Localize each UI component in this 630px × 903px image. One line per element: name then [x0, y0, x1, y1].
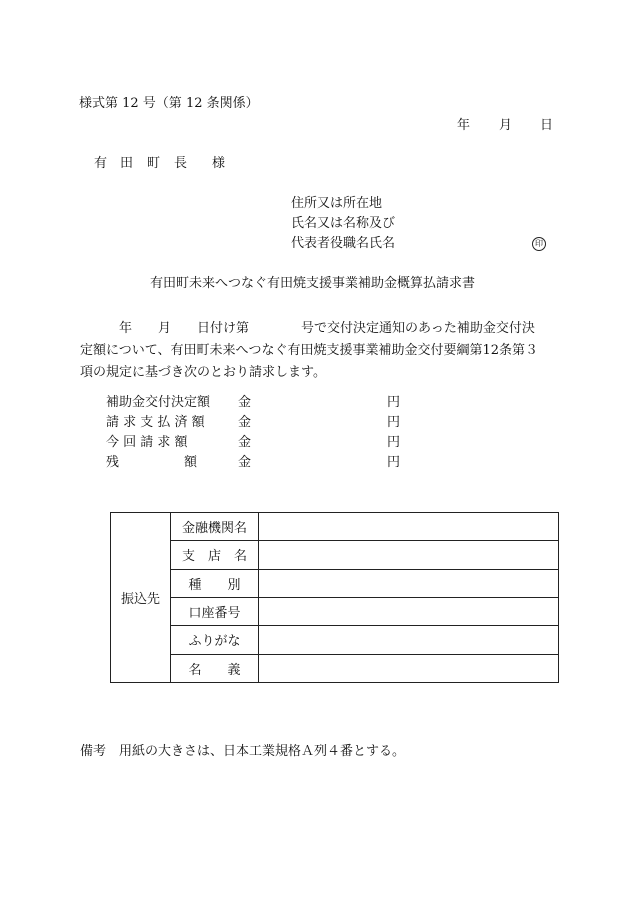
body-paragraph: [80, 318, 560, 384]
amount-unit: 円: [387, 395, 401, 410]
date-month-label: 月: [499, 118, 513, 133]
bank-name-label: 金融機関名: [171, 513, 259, 541]
amount-prefix: 金: [238, 415, 252, 430]
applicant-name-label: 氏名又は名称及び: [291, 216, 396, 231]
table-row: [111, 569, 559, 597]
recipient-char: 有: [94, 156, 108, 171]
amount-label: 今 回 請 求 額: [106, 435, 188, 450]
furigana-label: ふりがな: [171, 626, 259, 654]
body-line: 年 月 日付け第 号で交付決定通知のあった補助金交付決: [80, 321, 535, 336]
body-line: 項の規定に基づき次のとおり請求します。: [80, 365, 326, 380]
amount-label: 残 額: [106, 455, 198, 470]
account-type-label: 種 別: [171, 569, 259, 597]
seal-mark: 印: [532, 237, 546, 251]
bank-name-field[interactable]: [259, 513, 559, 541]
account-holder-label: 名 義: [171, 654, 259, 682]
applicant-representative-label: 代表者役職名氏名: [291, 236, 396, 251]
furigana-field[interactable]: [259, 626, 559, 654]
recipient-char: 長: [174, 156, 188, 171]
document-title: 有田町未来へつなぐ有田焼支援事業補助金概算払請求書: [150, 276, 476, 291]
amount-prefix: 金: [238, 455, 252, 470]
table-row: [111, 541, 559, 569]
account-holder-field[interactable]: [259, 654, 559, 682]
table-row: [111, 597, 559, 625]
table-row: [111, 626, 559, 654]
account-number-field[interactable]: [259, 597, 559, 625]
amount-prefix: 金: [238, 435, 252, 450]
table-row: [111, 513, 559, 541]
amount-unit: 円: [387, 415, 401, 430]
date-day-label: 日: [540, 118, 554, 133]
remark-note: 備考 用紙の大きさは、日本工業規格Ａ列４番とする。: [80, 744, 406, 759]
table-row: [111, 654, 559, 682]
date-year-label: 年: [457, 118, 471, 133]
body-line: 定額について、有田町未来へつなぐ有田焼支援事業補助金交付要綱第12条第３: [80, 343, 539, 358]
recipient-honorific: 様: [212, 156, 226, 171]
branch-name-field[interactable]: [259, 541, 559, 569]
account-number-label: 口座番号: [171, 597, 259, 625]
amount-unit: 円: [387, 435, 401, 450]
form-number: 様式第 12 号（第 12 条関係）: [79, 96, 259, 111]
transfer-destination-header: 振込先: [111, 513, 171, 683]
bank-transfer-table: [110, 512, 559, 683]
recipient-char: 町: [147, 156, 161, 171]
applicant-address-label: 住所又は所在地: [291, 196, 383, 211]
amount-prefix: 金: [238, 395, 252, 410]
amount-unit: 円: [387, 455, 401, 470]
branch-name-label: 支 店 名: [171, 541, 259, 569]
amount-label: 補助金交付決定額: [106, 395, 211, 410]
amount-label: 請 求 支 払 済 額: [106, 415, 205, 430]
recipient-char: 田: [120, 156, 134, 171]
account-type-field[interactable]: [259, 569, 559, 597]
